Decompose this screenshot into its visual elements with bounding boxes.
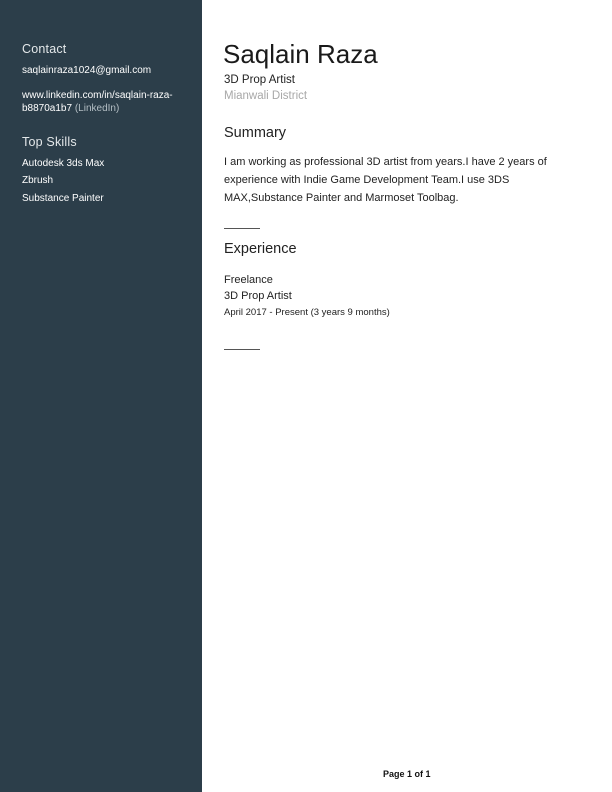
experience-title: 3D Prop Artist bbox=[224, 290, 292, 302]
linkedin-url-line1[interactable]: www.linkedin.com/in/saqlain-raza- bbox=[22, 90, 173, 101]
linkedin-label: (LinkedIn) bbox=[74, 103, 120, 114]
summary-heading: Summary bbox=[224, 125, 287, 141]
skill-item: Zbrush bbox=[22, 175, 54, 186]
contact-heading: Contact bbox=[22, 42, 67, 56]
experience-dates: April 2017 - Present (3 years 9 months) bbox=[224, 307, 390, 318]
summary-text: I am working as professional 3D artist from years.I have 2 years of experience with Indie Game Development Team.I use 3DS MAX,Substance Painter and Marmoset Toolbag. bbox=[224, 156, 547, 204]
skill-item: Substance Painter bbox=[22, 193, 104, 204]
experience-heading: Experience bbox=[224, 241, 297, 257]
sidebar bbox=[0, 0, 202, 792]
top-skills-heading: Top Skills bbox=[22, 135, 77, 149]
profile-name: Saqlain Raza bbox=[223, 39, 378, 69]
section-divider bbox=[224, 228, 260, 229]
skill-item: Autodesk 3ds Max bbox=[22, 158, 105, 169]
page-number: Page 1 of 1 bbox=[383, 769, 431, 779]
linkedin-url-line2-wrapper bbox=[22, 102, 119, 115]
experience-company: Freelance bbox=[224, 274, 273, 286]
profile-headline: 3D Prop Artist bbox=[224, 74, 295, 86]
linkedin-url-line2[interactable]: b8870a1b7 bbox=[22, 103, 73, 114]
email-link[interactable]: saqlainraza1024@gmail.com bbox=[22, 65, 152, 76]
section-divider bbox=[224, 349, 260, 350]
profile-location: Mianwali District bbox=[224, 90, 308, 102]
